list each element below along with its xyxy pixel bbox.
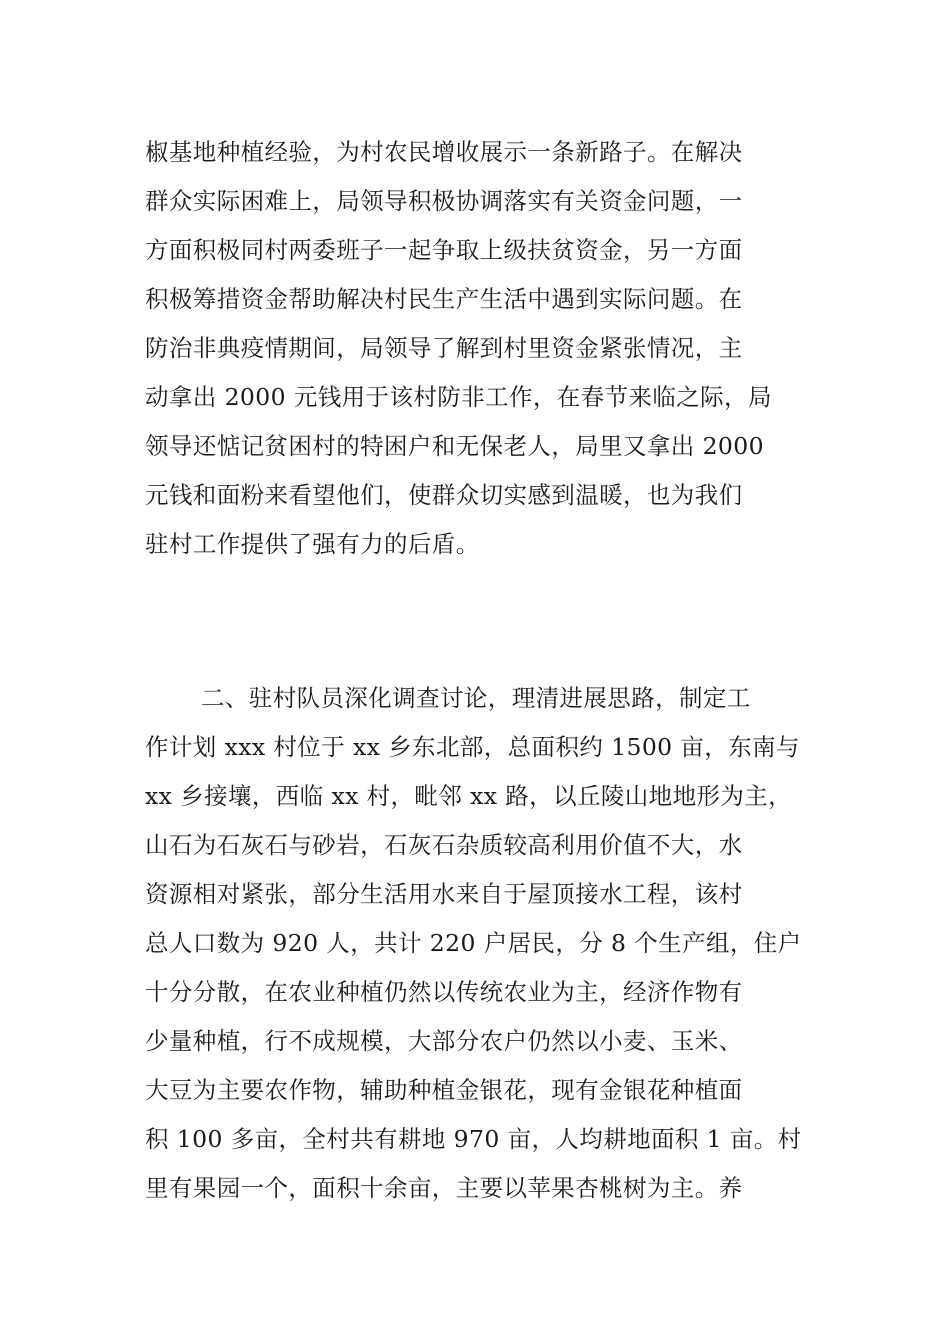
text-line: 总人口数为 920 人，共计 220 户居民，分 8 个生产组，住户 xyxy=(145,929,802,957)
text-line: xx 乡接壤，西临 xx 村，毗邻 xx 路，以丘陵山地地形为主， xyxy=(145,782,793,810)
text-line: 里有果园一个，面积十余亩，主要以苹果杏桃树为主。养 xyxy=(145,1174,743,1202)
text-line: 少量种植，行不成规模，大部分农户仍然以小麦、玉米、 xyxy=(145,1027,743,1055)
text-line: 二、驻村队员深化调查讨论，理清进展思路，制定工 xyxy=(201,684,751,712)
text-line: 资源相对紧张，部分生活用水来自于屋顶接水工程，该村 xyxy=(145,880,743,908)
text-line: 积极筹措资金帮助解决村民生产生活中遇到实际问题。在 xyxy=(145,285,743,313)
text-line: 驻村工作提供了强有力的后盾。 xyxy=(145,530,480,558)
text-line: 山石为石灰石与砂岩，石灰石杂质较高利用价值不大，水 xyxy=(145,831,743,859)
text-line: 椒基地种植经验，为村农民增收展示一条新路子。在解决 xyxy=(145,138,743,166)
text-line: 十分分散，在农业种植仍然以传统农业为主，经济作物有 xyxy=(145,978,743,1006)
text-line: 领导还惦记贫困村的特困户和无保老人，局里又拿出 2000 xyxy=(145,432,764,460)
text-line: 方面积极同村两委班子一起争取上级扶贫资金，另一方面 xyxy=(145,236,743,264)
text-line: 防治非典疫情期间，局领导了解到村里资金紧张情况，主 xyxy=(145,334,743,362)
text-line: 群众实际困难上，局领导积极协调落实有关资金问题，一 xyxy=(145,187,743,215)
text-line: 大豆为主要农作物，辅助种植金银花，现有金银花种植面 xyxy=(145,1076,743,1104)
text-line: 积 100 多亩，全村共有耕地 970 亩，人均耕地面积 1 亩。村 xyxy=(145,1125,802,1153)
text-line: 作计划 xxx 村位于 xx 乡东北部，总面积约 1500 亩，东南与 xyxy=(145,733,800,761)
text-line: 元钱和面粉来看望他们，使群众切实感到温暖，也为我们 xyxy=(145,481,743,509)
text-line: 动拿出 2000 元钱用于该村防非工作，在春节来临之际，局 xyxy=(145,383,772,411)
